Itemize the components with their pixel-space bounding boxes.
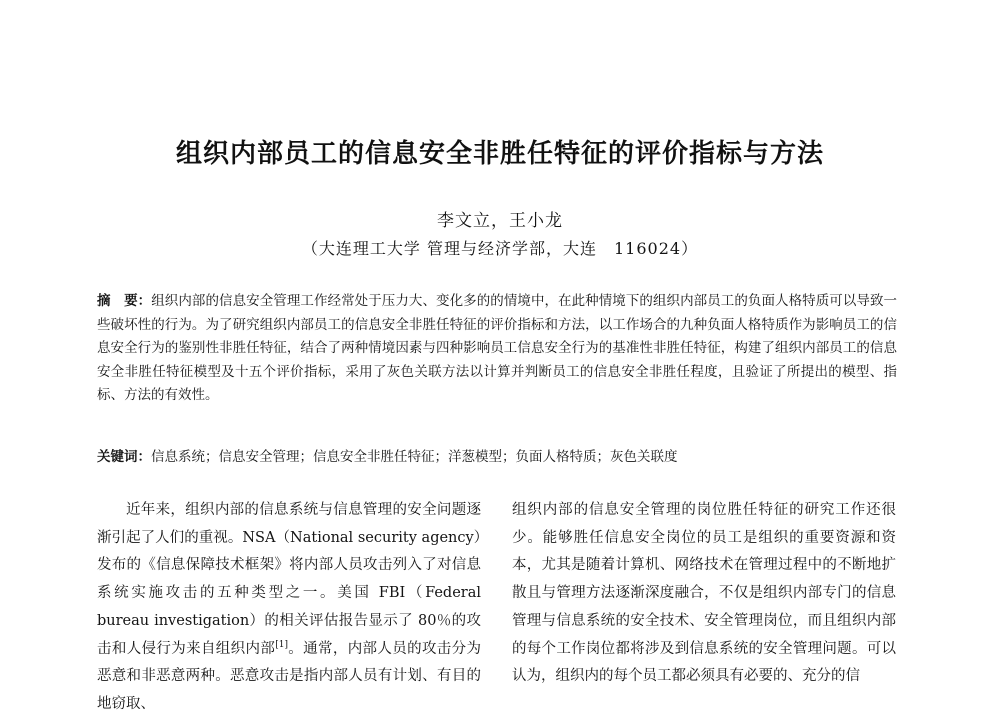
body-right-text: 组织内部的信息安全管理的岗位胜任特征的研究工作还很少。能够胜任信息安全岗位的员工是组织的重要资源和资本，尤其是随着计算机、网络技术在管理过程中的不断地扩散且与管理方法逐渐深度融合，不仅是组织内部专门的信息管理与信息系统的安全技术、安全管理岗位，而且组织内部的每个工作岗位都将涉及到信息系统的安全管理问题。可以认为，组织内的每个员工都必须具有必要的、充分的信 bbox=[512, 502, 896, 685]
body-left-text-2: 。通常，内部人员的攻击分为恶意和非恶意两种。恶意攻击是指内部人员有计划、有目的地窃取、 bbox=[97, 640, 482, 712]
body-left-column bbox=[97, 497, 481, 719]
body-left-text-1: 近年来，组织内部的信息系统与信息管理的安全问题逐渐引起了人们的重视。NSA（National security agency）发布的《信息保障技术框架》将内部人员攻击列入了对信息系统实施攻击的五种类型之一。美国 FBI（Federal bureau investigation）的相关评估报告显示了 80％的攻击和人侵行为来自组织内部 bbox=[97, 502, 481, 657]
paper-authors: 李文立，王小龙 bbox=[437, 211, 563, 231]
body-right-column bbox=[512, 497, 896, 691]
keywords-label: 关键词： bbox=[97, 449, 151, 465]
keywords bbox=[97, 446, 897, 469]
reference-mark: [1] bbox=[275, 639, 288, 650]
abstract-label: 摘 要： bbox=[97, 293, 152, 309]
keywords-text: 信息系统；信息安全管理；信息安全非胜任特征；洋葱模型；负面人格特质；灰色关联度 bbox=[151, 449, 678, 465]
paper-affiliation: （大连理工大学 管理与经济学部，大连 116024） bbox=[301, 239, 699, 258]
abstract-text: 组织内部的信息安全管理工作经常处于压力大、变化多的的情境中，在此种情境下的组织内部员工的负面人格特质可以导致一些破坏性的行为。为了研究组织内部员工的信息安全非胜任特征的评价指标和方法，以工作场合的九种负面人格特质作为影响员工的信息安全行为的鉴别性非胜任特征，结合了两种情境因素与四种影响员工信息安全行为的基准性非胜任特征，构建了组织内部员工的信息安全非胜任特征模型及十五个评价指标，采用了灰色关联方法以计算并判断员工的信息安全非胜任程度，且验证了所提出的模型、指标、方法的有效性。 bbox=[97, 293, 898, 404]
paper-title: 组织内部员工的信息安全非胜任特征的评价指标与方法 bbox=[175, 139, 824, 169]
abstract bbox=[97, 290, 897, 408]
